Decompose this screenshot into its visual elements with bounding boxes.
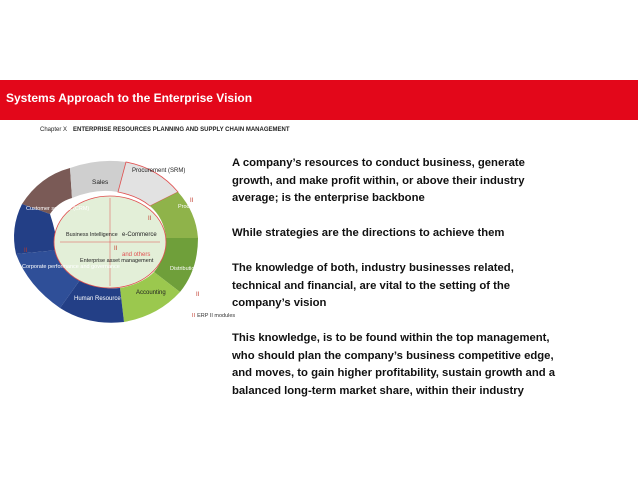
label-and-others: and others [122, 252, 151, 258]
label-sales: Sales [92, 179, 109, 186]
paragraph: This knowledge, is to be found within the top management, who should plan the company’s business competitive edge, and moves, to gain higher profitability, sustain growth and a balanced long-term market share, within their industry [232, 332, 556, 397]
label-accounting: Accounting [136, 290, 166, 296]
legend-text: ERP II modules [197, 313, 236, 319]
ii-marker: II [148, 216, 152, 222]
slide-body [232, 155, 564, 418]
label-business-intelligence: Business Intelligence [66, 232, 118, 238]
paragraph: While strategies are the directions to achieve them [232, 227, 505, 239]
ii-marker: II [196, 292, 200, 298]
ii-marker: II [24, 248, 28, 254]
paragraph: A company’s resources to conduct business, generate growth, and make profit within, or above their industry average; is the enterprise backbone [232, 157, 525, 204]
diagram-legend [192, 313, 235, 319]
chapter-title: ENTERPRISE RESOURCES PLANNING AND SUPPLY CHAIN MANAGEMENT [73, 127, 290, 133]
label-corporate-text: Corporate performance and governance [22, 264, 120, 270]
ii-marker: II [114, 246, 118, 252]
slide-title: Systems Approach to the Enterprise Vision [6, 91, 253, 105]
paragraph: The knowledge of both, industry businesses related, technical and financial, are vital to the setting of the company’s vision [232, 262, 514, 309]
label-distribution: Distribution (SCM) [170, 266, 215, 272]
legend-mark: II [192, 313, 196, 319]
label-customer: Customer services (CRM) [26, 206, 90, 212]
label-production: Production (PLM) [178, 204, 221, 210]
erp-diagram-svg [0, 158, 232, 328]
chapter-prefix: Chapter X [40, 127, 68, 133]
label-ecommerce: e-Commerce [122, 232, 157, 238]
ii-marker: II [190, 198, 194, 204]
slide-title-bar [0, 80, 638, 120]
label-corporate [22, 264, 120, 270]
label-human-resource: Human Resource [74, 296, 121, 302]
label-procurement: Procurement (SRM) [132, 168, 186, 174]
erp-module-diagram [0, 158, 232, 328]
chapter-header [40, 127, 289, 133]
label-eam: Enterprise asset management [80, 258, 154, 264]
